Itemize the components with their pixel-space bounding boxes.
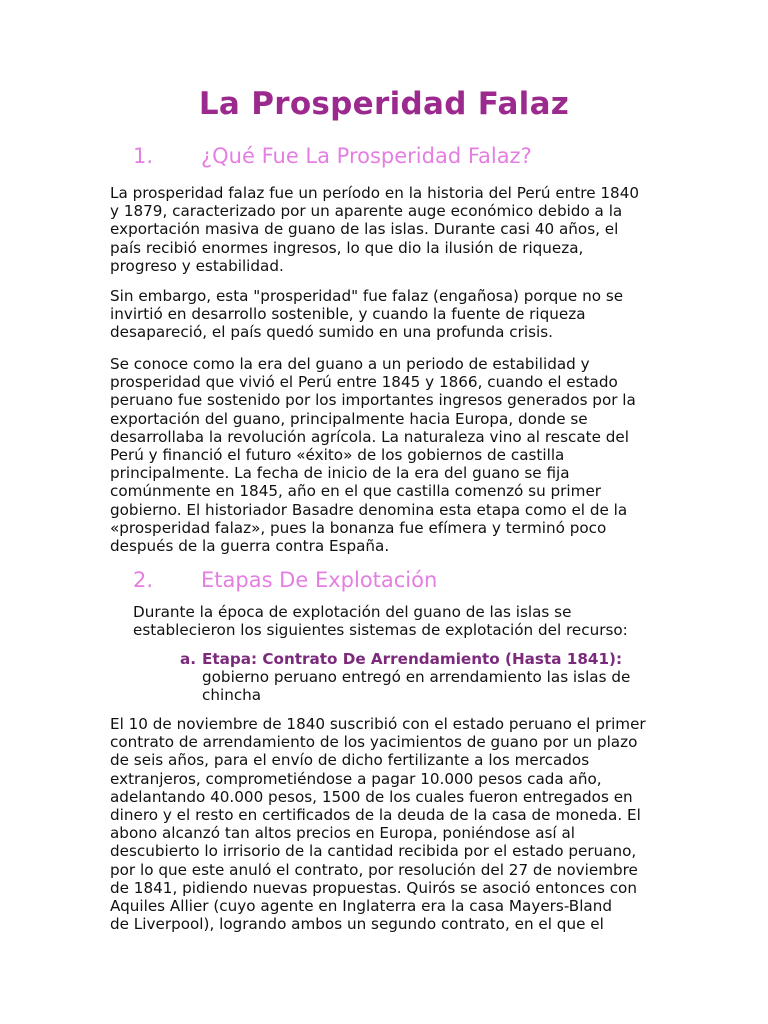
section-2-title: Etapas De Explotación xyxy=(201,568,438,592)
section-2-intro: Durante la época de explotación del guano de las islas se establecieron los siguientes sistemas de explotación del recurso: xyxy=(133,603,628,640)
section-2-paragraph: El 10 de noviembre de 1840 suscribió con el estado peruano el primer contrato de arrendamiento de los yacimientos de guano por un plazo de seis años, para el envío de dicho fertilizante a los mercados extranjeros, comprometiéndose a pagar 10.000 pesos cada año, adelantando 40.000 pesos, 1500 de los cuales fueron entregados en dinero y el resto en certificados de la deuda de la casa de moneda. El abono alcanzó tan altos precios en Europa, poniéndose así al descubierto lo irrisorio de la cantidad recibida por el estado peruano, por lo que este anuló el contrato, por resolución del 27 de noviembre de 1841, pidiendo nuevas propuestas. Quirós se asoció entonces con Aquiles Allier (cuyo agente en Inglaterra era la casa Mayers-Bland de Liverpool), logrando ambos un segundo contrato, en el que el xyxy=(110,715,646,934)
section-1-number: 1. xyxy=(133,144,154,168)
list-item-marker: a. xyxy=(180,650,197,668)
section-1-paragraph-1: La prosperidad falaz fue un período en la historia del Perú entre 1840 y 1879, caracterizado por un aparente auge económico debido a la exportación masiva de guano de las islas. Durante casi 40 años, el país recibió enormes ingresos, lo que dio la ilusión de riqueza, progreso y estabilidad. xyxy=(110,184,640,275)
list-item-heading: Etapa: Contrato De Arrendamiento (Hasta 1841): xyxy=(202,650,623,668)
section-1-paragraph-2: Sin embargo, esta "prosperidad" fue falaz (engañosa) porque no se invirtió en desarrollo sostenible, y cuando la fuente de riqueza desapareció, el país quedó sumido en una profunda crisis. xyxy=(110,287,624,342)
section-2-number: 2. xyxy=(133,568,154,592)
section-1-title: ¿Qué Fue La Prosperidad Falaz? xyxy=(201,144,532,168)
section-1-paragraph-3: Se conoce como la era del guano a un periodo de estabilidad y prosperidad que vivió el Perú entre 1845 y 1866, cuando el estado peruano fue sostenido por los importantes ingresos generados por la exportación del guano, principalmente hacia Europa, donde se desarrollaba la revolución agrícola. La naturaleza vino al rescate del Perú y financió el futuro «éxito» de los gobiernos de castilla principalmente. La fecha de inicio de la era del guano se fija comúnmente en 1845, año en el que castilla comenzó su primer gobierno. El historiador Basadre denomina esta etapa como el de la «prosperidad falaz», pues la bonanza fue efímera y terminó poco después de la guerra contra España. xyxy=(110,355,636,556)
section-2-heading xyxy=(133,566,437,594)
list-item xyxy=(180,650,650,705)
section-1-heading xyxy=(133,142,532,170)
list-item-text: gobierno peruano entregó en arrendamiento las islas de chincha xyxy=(202,668,631,705)
page-title: La Prosperidad Falaz xyxy=(198,86,570,122)
